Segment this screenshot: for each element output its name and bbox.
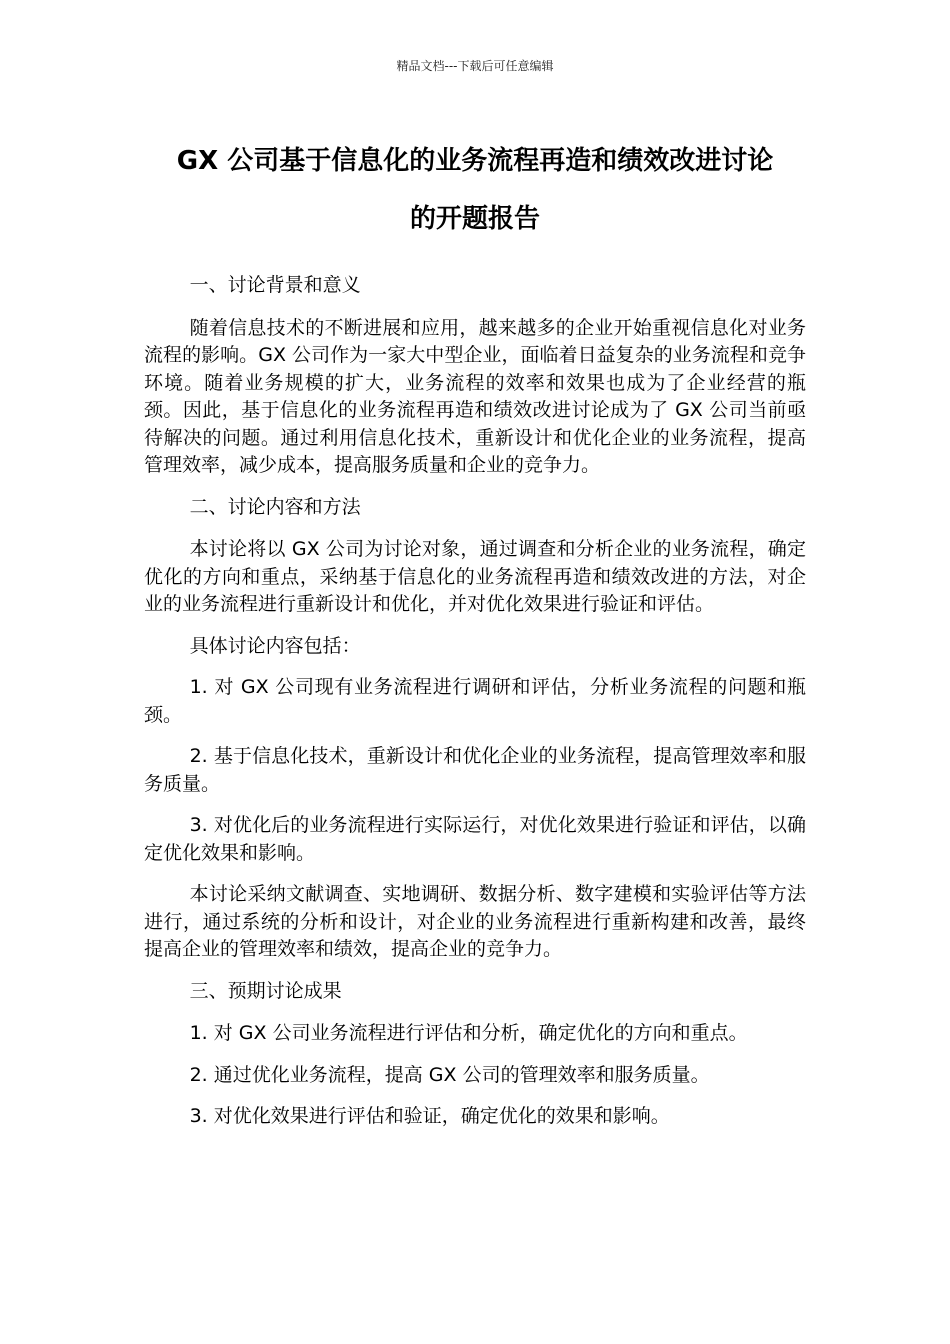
list-item-content-3: 3. 对优化后的业务流程进行实际运行，对优化效果进行验证和评估，以确定优化效果和影响。 xyxy=(144,814,806,864)
section-heading-expected-results: 三、预期讨论成果 xyxy=(189,979,342,1002)
document-body xyxy=(144,272,806,1145)
title-line-2: 的开题报告 xyxy=(409,204,540,234)
paragraph-background: 随着信息技术的不断进展和应用，越来越多的企业开始重视信息化对业务流程的影响。GX 公司作为一家大中型企业，面临着日益复杂的业务流程和竞争环境。随着业务规模的扩大，业务流程的效率和效果也成为了企业经营的瓶颈。因此，基于信息化的业务流程再造和绩效改进讨论成为了 GX 公司当前亟待解决的问题。通过利用信息化技术，重新设计和优化企业的业务流程，提高管理效率，减少成本，提高服务质量和企业的竞争力。 xyxy=(144,316,806,476)
document-title xyxy=(120,132,830,248)
paragraph-content-method: 本讨论将以 GX 公司为讨论对象，通过调查和分析企业的业务流程，确定优化的方向和重点，采纳基于信息化的业务流程再造和绩效改进的方法，对企业的业务流程进行重新设计和优化，并对优化效果进行验证和评估。 xyxy=(144,538,806,615)
list-item-result-3: 3. 对优化效果进行评估和验证，确定优化的效果和影响。 xyxy=(189,1105,670,1127)
title-line-1: GX 公司基于信息化的业务流程再造和绩效改进讨论 xyxy=(176,146,774,176)
list-item-result-1: 1. 对 GX 公司业务流程进行评估和分析，确定优化的方向和重点。 xyxy=(189,1022,748,1044)
paragraph-methods: 本讨论采纳文献调查、实地调研、数据分析、数字建模和实验评估等方法进行，通过系统的分析和设计，对企业的业务流程进行重新构建和改善，最终提高企业的管理效率和绩效，提高企业的竞争力。 xyxy=(144,883,806,960)
list-item-content-2: 2. 基于信息化技术，重新设计和优化企业的业务流程，提高管理效率和服务质量。 xyxy=(144,745,806,795)
section-heading-background: 一、讨论背景和意义 xyxy=(189,274,361,296)
page-header: 精品文档---下载后可任意编辑 xyxy=(396,59,554,73)
list-item-result-2: 2. 通过优化业务流程，提高 GX 公司的管理效率和服务质量。 xyxy=(189,1063,710,1086)
paragraph-content-intro: 具体讨论内容包括： xyxy=(189,634,361,657)
list-item-content-1: 1. 对 GX 公司现有业务流程进行调研和评估，分析业务流程的问题和瓶颈。 xyxy=(144,676,806,726)
section-heading-content-method: 二、讨论内容和方法 xyxy=(189,495,361,518)
